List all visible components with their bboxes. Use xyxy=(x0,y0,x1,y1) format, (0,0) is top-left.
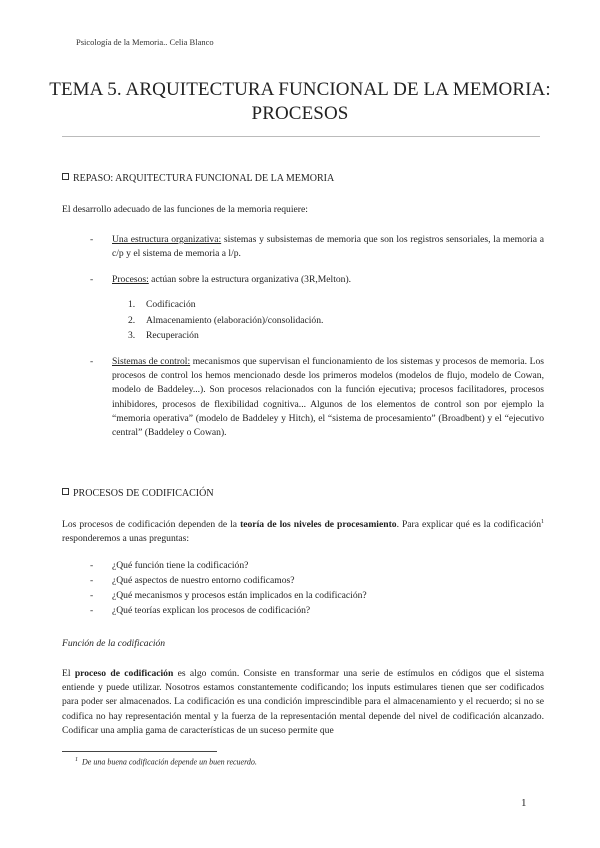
process-list xyxy=(128,297,323,344)
list-item: - ¿Qué función tiene la codificación? xyxy=(90,560,249,571)
list-item: 3. Recuperación xyxy=(128,330,199,341)
page-title xyxy=(40,78,560,126)
subheading: Función de la codificación xyxy=(62,638,166,649)
bullet-text: sistemas y subsistemas de memoria que son los registros sensoriales, la memoria a c/p y el sistema de memoria a l/p. xyxy=(112,234,544,260)
title-line-1: TEMA 5. ARQUITECTURA FUNCIONAL DE LA MEMORIA: xyxy=(49,79,551,100)
list-item: - ¿Qué teorías explican los procesos de codificación? xyxy=(90,605,311,616)
bullet-dash: - xyxy=(90,356,94,367)
bullet-text: mecanismos que supervisan el funcionamiento de los sistemas y procesos de memoria. Los procesos de control los hemos mencionado desde los primeros modelos (modelos de flujo, modelo de Cowan, modelo de Baddeley...). Son procesos relacionados con la función ejecutiva; procesos facilitadores, procesos inhibidores, procesos de flexibilidad cognitiva... Algunos de los elementos de control son por ejemplo la “memoria operativa” (modelo de Baddeley y Hitch), el “sistema de procesamiento” (Broadbent) y el “ejecutivo central” (Baddeley o Cowan). xyxy=(112,356,544,439)
section-heading-codificacion xyxy=(62,488,214,499)
bullet-dash: - xyxy=(90,274,94,285)
title-divider xyxy=(62,136,540,137)
bullet-dash: - xyxy=(90,234,94,245)
list-item: - ¿Qué aspectos de nuestro entorno codificamos? xyxy=(90,575,295,586)
running-header: Psicología de la Memoria.. Celia Blanco xyxy=(76,37,214,47)
footnote-divider xyxy=(62,751,217,752)
footnote-ref: 1 xyxy=(541,519,544,525)
page-number: 1 xyxy=(521,797,527,809)
checkbox-square-icon xyxy=(62,173,69,180)
section-heading-text: PROCESOS DE CODIFICACIÓN xyxy=(73,488,214,499)
bullet-label: Sistemas de control: xyxy=(112,356,191,367)
list-item: 2. Almacenamiento (elaboración)/consolidación. xyxy=(128,314,324,326)
footnote: $^1$ De una buena codificación depende un buen recuerdo. xyxy=(75,757,257,767)
bullet-text: actúan sobre la estructura organizativa (3R,Melton). xyxy=(148,274,352,285)
question-list xyxy=(90,558,367,618)
section-heading-text: REPASO: ARQUITECTURA FUNCIONAL DE LA MEMORIA xyxy=(73,173,335,184)
section-heading-repaso xyxy=(62,173,334,184)
bullet-item xyxy=(112,355,544,440)
bullet-item xyxy=(112,273,544,287)
bullet-label: Una estructura organizativa: xyxy=(112,234,222,245)
codification-paragraph: El proceso de codificación es algo común. Consiste en transformar una serie de estímulos en códigos que el sistema entiende y puede utilizar. Nosotros estamos constantemente codificando; los inputs estimulares tienen que ser codificados para poder ser almacenados. La codificación es una condición imprescindible para el almacenamiento y el recuerdo; si no se codifica no hay representación mental y la fuerza de la representación mental depende del nivel de codificación alcanzado. Codificar una amplia gama de características de un suceso permite que xyxy=(62,668,544,736)
checkbox-square-icon xyxy=(62,488,69,495)
title-line-2: PROCESOS xyxy=(251,103,349,124)
bullet-item xyxy=(112,233,544,261)
intro-paragraph: El desarrollo adecuado de las funciones de la memoria requiere: xyxy=(62,204,308,215)
bullet-label: Procesos: xyxy=(112,274,149,285)
list-item: 1. Codificación xyxy=(128,299,196,310)
list-item: - ¿Qué mecanismos y procesos están implicados en la codificación? xyxy=(90,590,367,601)
codification-intro: Los procesos de codificación dependen de la teoría de los niveles de procesamiento. Para explicar qué es la codificación$^1$ responderemos a unas preguntas: xyxy=(62,519,544,545)
